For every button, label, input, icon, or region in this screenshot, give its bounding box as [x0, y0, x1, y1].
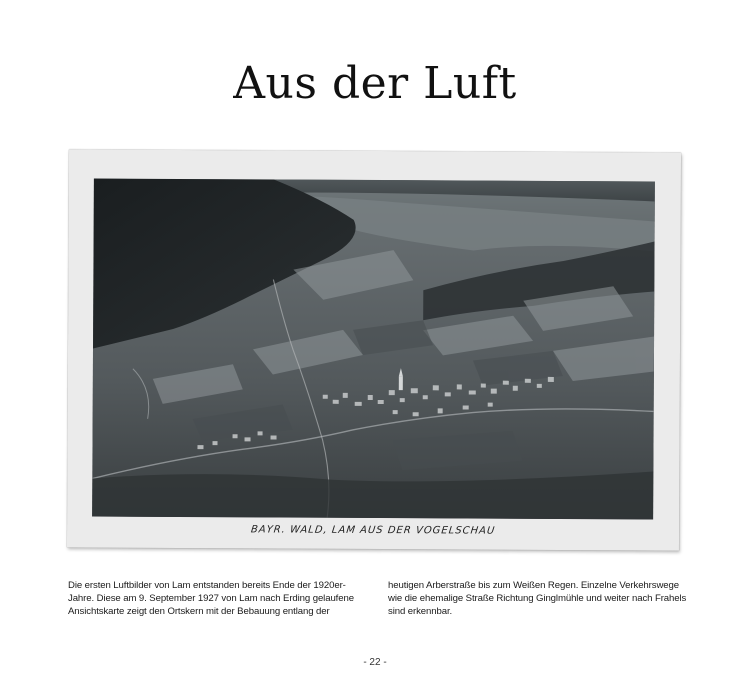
- postcard: [67, 149, 681, 550]
- page-number: - 22 -: [363, 657, 387, 668]
- body-text-right: heutigen Arberstraße bis zum Weißen Regen. Einzelne Verkehrswege wie die ehemalige Straße Richtung Ginglmühle und weiter nach Frahels sind erkennbar.: [388, 580, 687, 617]
- aerial-photo: [92, 179, 655, 520]
- page-title: Aus der Luft: [233, 58, 517, 109]
- postcard-caption: BAYR. WALD, LAM AUS DER VOGELSCHAU: [250, 524, 496, 537]
- body-text-left: Die ersten Luftbilder von Lam entstanden bereits Ende der 1920er- Jahre. Diese am 9. September 1927 von Lam nach Erding gelaufene Ansichtskarte zeigt den Ortskern mit der Bebauung entlang der: [68, 580, 354, 617]
